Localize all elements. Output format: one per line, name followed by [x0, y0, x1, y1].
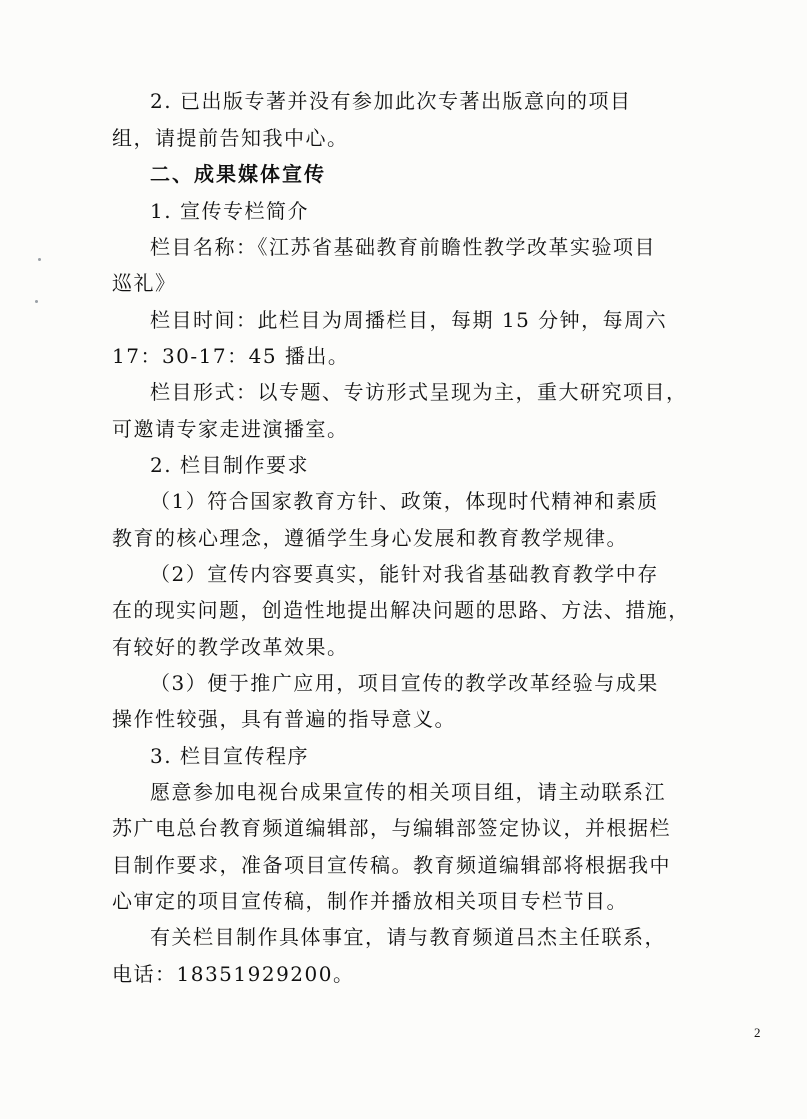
paragraph-line: 操作性较强，具有普遍的指导意义。 [112, 707, 456, 731]
paragraph-line: 栏目时间：此栏目为周播栏目，每期 15 分钟，每周六 [150, 308, 668, 332]
paragraph-line: （1）符合国家教育方针、政策，体现时代精神和素质 [150, 489, 659, 513]
paragraph-line: 有较好的教学改革效果。 [112, 635, 349, 659]
paragraph-line: 可邀请专家走进演播室。 [112, 417, 349, 441]
paragraph-line: 有关栏目制作具体事宜，请与教育频道吕杰主任联系， [150, 925, 666, 949]
section-heading: 二、成果媒体宣传 [150, 162, 326, 186]
paragraph-line: 教育的核心理念，遵循学生身心发展和教育教学规律。 [112, 526, 628, 550]
paragraph-line: 栏目形式：以专题、专访形式呈现为主，重大研究项目， [150, 380, 688, 404]
paragraph-line: 2. 已出版专著并没有参加此次专著出版意向的项目 [150, 89, 632, 113]
paragraph-line: （3）便于推广应用，项目宣传的教学改革经验与成果 [150, 671, 659, 695]
paragraph-line: （2）宣传内容要真实，能针对我省基础教育教学中存 [150, 562, 659, 586]
subsection-heading: 1. 宣传专栏简介 [150, 199, 309, 223]
paragraph-line: 栏目名称：《江苏省基础教育前瞻性教学改革实验项目 [150, 235, 656, 259]
paragraph-line: 愿意参加电视台成果宣传的相关项目组，请主动联系江 [150, 780, 666, 804]
page-number: 2 [754, 1025, 761, 1040]
paragraph-line: 苏广电总台教育频道编辑部，与编辑部签定协议，并根据栏 [112, 816, 671, 840]
subsection-heading: 3. 栏目宣传程序 [150, 744, 309, 768]
paragraph-line: 电话：18351929200。 [112, 962, 355, 986]
scan-speck [38, 258, 41, 261]
paragraph-line: 组，请提前告知我中心。 [112, 126, 349, 150]
paragraph-line: 巡礼》 [112, 271, 177, 295]
paragraph-line: 在的现实问题，创造性地提出解决问题的思路、方法、措施， [112, 598, 690, 622]
scan-speck [35, 300, 38, 303]
paragraph-line: 17：30-17：45 播出。 [112, 344, 350, 368]
paragraph-line: 目制作要求，准备项目宣传稿。教育频道编辑部将根据我中 [112, 853, 671, 877]
paragraph-line: 心审定的项目宣传稿，制作并播放相关项目专栏节目。 [112, 889, 628, 913]
subsection-heading: 2. 栏目制作要求 [150, 453, 309, 477]
